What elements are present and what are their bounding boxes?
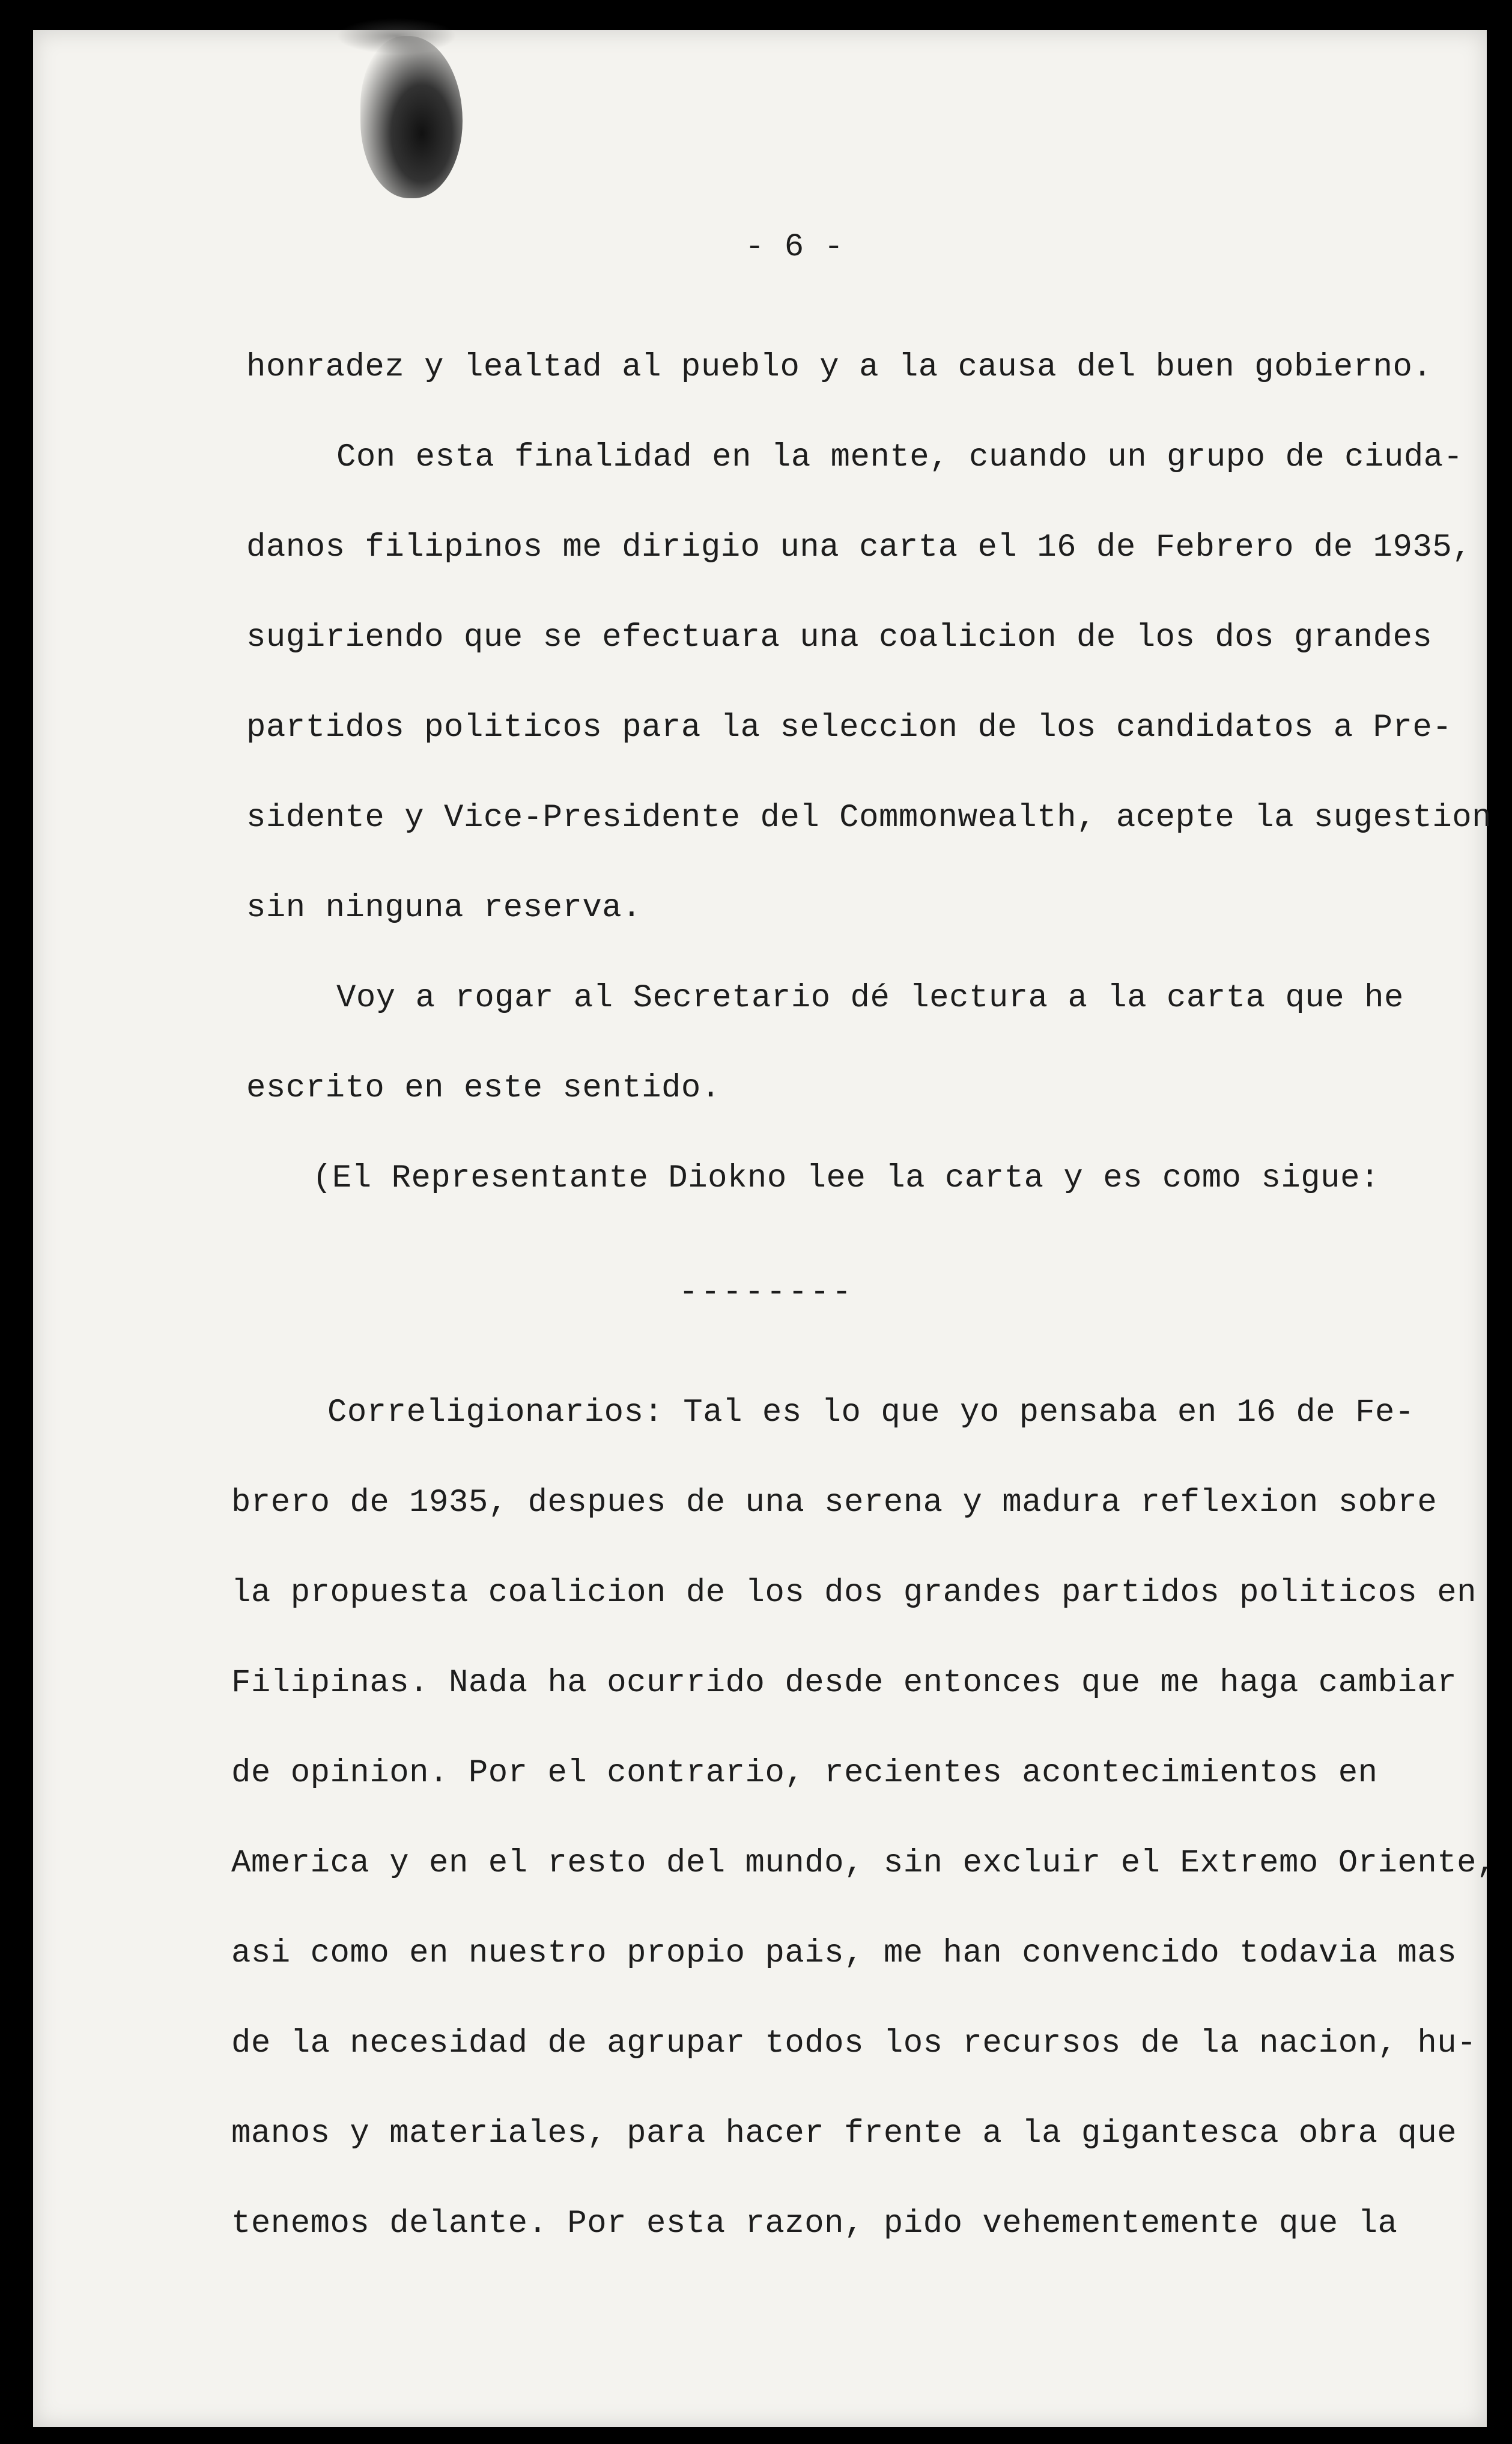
text-line-6: sidente y Vice-Presidente del Commonwealth, acepte la sugestion xyxy=(246,800,1492,836)
text-line-20: tenemos delante. Por esta razon, pido vehementemente que la xyxy=(231,2205,1398,2242)
text-line-16: America y en el resto del mundo, sin excluir el Extremo Oriente, xyxy=(231,1845,1496,1882)
text-line-18: de la necesidad de agrupar todos los recursos de la nacion, hu- xyxy=(231,2025,1477,2062)
text-line-3: danos filipinos me dirigio una carta el 16 de Febrero de 1935, xyxy=(246,529,1472,566)
text-line-14: Filipinas. Nada ha ocurrido desde entonces que me haga cambiar xyxy=(231,1665,1457,1701)
document-page xyxy=(33,30,1487,2427)
text-line-1: honradez y lealtad al pueblo y a la causa del buen gobierno. xyxy=(246,349,1433,386)
text-line-4: sugiriendo que se efectuara una coalicion de los dos grandes xyxy=(246,619,1433,656)
text-line-10: (El Representante Diokno lee la carta y es como sigue: xyxy=(312,1160,1380,1197)
text-line-11: Correligionarios: Tal es lo que yo pensaba en 16 de Fe- xyxy=(327,1394,1415,1431)
text-line-5: partidos politicos para la seleccion de los candidatos a Pre- xyxy=(246,710,1453,746)
text-line-7: sin ninguna reserva. xyxy=(246,890,642,926)
text-line-8: Voy a rogar al Secretario dé lectura a la carta que he xyxy=(336,980,1404,1017)
text-line-13: la propuesta coalicion de los dos grandes partidos politicos en xyxy=(231,1575,1477,1611)
page-number: - 6 - xyxy=(745,229,844,266)
text-line-9: escrito en este sentido. xyxy=(246,1070,721,1107)
text-line-2: Con esta finalidad en la mente, cuando un grupo de ciuda- xyxy=(336,439,1463,476)
text-line-12: brero de 1935, despues de una serena y madura reflexion sobre xyxy=(231,1485,1438,1521)
separator: -------- xyxy=(679,1274,854,1311)
text-line-15: de opinion. Por el contrario, recientes acontecimientos en xyxy=(231,1755,1378,1792)
text-line-17: asi como en nuestro propio pais, me han convencido todavia mas xyxy=(231,1935,1457,1972)
text-line-19: manos y materiales, para hacer frente a la gigantesca obra que xyxy=(231,2115,1457,2152)
